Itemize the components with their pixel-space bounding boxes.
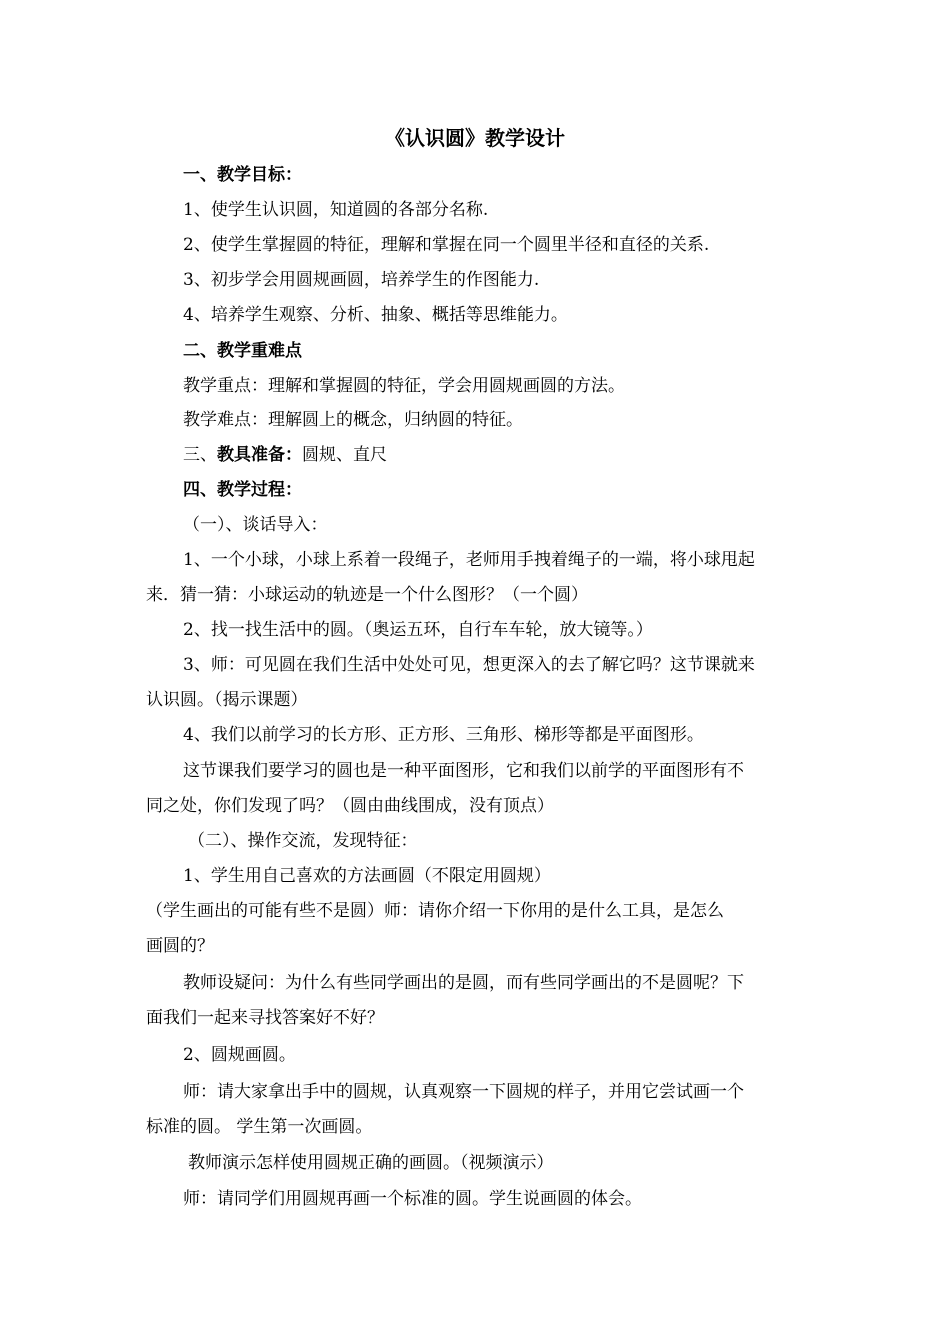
paragraph-line: 3、师：可见圆在我们生活中处处可见，想更深入的去了解它吗？这节课就来 [183,655,755,675]
paragraph-line: （学生画出的可能有些不是圆）师：请你介绍一下你用的是什么工具，是怎么 [146,901,724,921]
objective-item: 3、初步学会用圆规画圆，培养学生的作图能力. [183,270,540,290]
objective-item: 1、使学生认识圆，知道圆的各部分名称. [183,200,489,220]
subsection-heading: （二）、操作交流，发现特征： [188,831,418,851]
objective-item: 4、培养学生观察、分析、抽象、概括等思维能力。 [183,305,568,325]
paragraph-line: 面我们一起来寻找答案好不好？ [146,1008,384,1028]
paragraph-line: 教师设疑问：为什么有些同学画出的是圆，而有些同学画出的不是圆呢？下 [183,973,744,993]
paragraph-line: 师：请大家拿出手中的圆规，认真观察一下圆规的样子，并用它尝试画一个 [183,1082,744,1102]
paragraph-line: 标准的圆。 学生第一次画圆。 [146,1117,373,1137]
paragraph-line: 2、找一找生活中的圆。（奥运五环，自行车车轮，放大镜等。） [183,620,653,640]
difficult-point-text: 教学难点：理解圆上的概念，归纳圆的特征。 [183,410,523,430]
paragraph-line: 这节课我们要学习的圆也是一种平面图形，它和我们以前学的平面图形有不 [183,761,744,781]
subsection-heading: （一）、谈话导入： [183,515,328,535]
paragraph-line: 2、圆规画圆。 [183,1045,296,1065]
paragraph-line: 教师演示怎样使用圆规正确的画圆。（视频演示） [188,1153,554,1173]
paragraph-line: 1、一个小球，小球上系着一段绳子，老师用手拽着绳子的一端，将小球甩起 [183,550,755,570]
teaching-aids-label: 教具准备： [217,445,302,465]
objective-item: 2、使学生掌握圆的特征，理解和掌握在同一个圆里半径和直径的关系. [183,235,710,255]
section-heading-objectives: 一、教学目标： [183,165,302,185]
paragraph-line: 同之处，你们发现了吗？（圆由曲线围成，没有顶点） [146,796,554,816]
section-teaching-aids [183,444,847,466]
paragraph-line: 师：请同学们用圆规再画一个标准的圆。学生说画圆的体会。 [183,1189,642,1209]
paragraph-line: 认识圆。（揭示课题） [146,690,308,710]
paragraph-line: 1、学生用自己喜欢的方法画圆（不限定用圆规） [183,866,551,886]
key-point-text: 教学重点：理解和掌握圆的特征，学会用圆规画圆的方法。 [183,376,625,396]
page-title: 《认识圆》教学设计 [385,126,565,150]
paragraph-line: 来．猜一猜：小球运动的轨迹是一个什么图形？（一个圆） [146,585,588,605]
section-number: 三、 [183,445,217,465]
section-heading-key-points: 二、教学重难点 [183,341,302,361]
paragraph-line: 画圆的？ [146,936,214,956]
paragraph-line: 4、我们以前学习的长方形、正方形、三角形、梯形等都是平面图形。 [183,725,704,745]
section-heading-process: 四、教学过程： [183,480,302,500]
teaching-aids-value: 圆规、直尺 [302,445,387,465]
